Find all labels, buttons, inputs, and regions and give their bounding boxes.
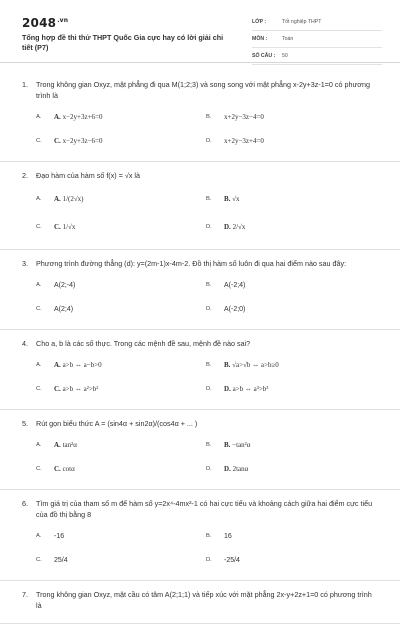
option-a[interactable]: A. A. x−2y+3z+6=0 bbox=[36, 113, 103, 121]
question-number: 3. bbox=[22, 259, 28, 268]
option-d[interactable]: D. -25/4 bbox=[206, 556, 240, 564]
site-logo[interactable]: $2048^{.vn}$ bbox=[22, 16, 69, 30]
meta-subject-row bbox=[252, 31, 382, 48]
option-c[interactable]: C. C. a>b ⇔ a²>b² bbox=[36, 385, 99, 393]
option-b[interactable]: B. A(-2;4) bbox=[206, 281, 246, 289]
question-number: 4. bbox=[22, 339, 28, 348]
question-text: Tìm giá trị của tham số m để hàm số y=2x⁴-4mx²-1 có hai cực tiểu và khoảng cách giữa hai điểm cực tiểu của đồ thị bằng 8 bbox=[36, 499, 373, 519]
option-b[interactable]: B. x+2y−3z−4=0 bbox=[206, 113, 264, 121]
question-text: Trong không gian Oxyz, mặt cầu có tâm A(2;1;1) và tiếp xúc với mặt phẳng 2x-y+2z+1=0 có phương trình là bbox=[36, 590, 372, 610]
question-number: 1. bbox=[22, 80, 28, 89]
exam-header bbox=[0, 0, 400, 63]
meta-count-label: SỐ CÂU : bbox=[252, 53, 276, 59]
meta-class-label: LỚP : bbox=[252, 19, 267, 25]
exam-meta bbox=[252, 14, 382, 65]
option-d[interactable]: D. D. 2tanα bbox=[206, 465, 249, 473]
option-a[interactable]: A. A. tan²α bbox=[36, 441, 77, 449]
question-number: 6. bbox=[22, 499, 28, 508]
question-4 bbox=[0, 330, 400, 410]
question-2 bbox=[0, 162, 400, 250]
option-c[interactable]: C. C. 1/√x bbox=[36, 223, 76, 231]
meta-subject-value: Toán bbox=[282, 36, 294, 42]
option-b[interactable]: B. 16 bbox=[206, 532, 232, 540]
exam-title: Tổng hợp đề thi thử THPT Quốc Gia cực hay có lời giải chi tiết (P7) bbox=[22, 33, 224, 52]
option-d[interactable]: D. A(-2;0) bbox=[206, 305, 246, 313]
option-d[interactable]: D. D. a>b ⇔ a³>b³ bbox=[206, 385, 269, 393]
question-6 bbox=[0, 490, 400, 581]
question-5 bbox=[0, 410, 400, 490]
option-c[interactable]: C. C. cotα bbox=[36, 465, 75, 473]
option-d[interactable]: D. D. 2/√x bbox=[206, 223, 246, 231]
meta-count-row bbox=[252, 48, 382, 65]
question-text: Trong không gian Oxyz, mặt phẳng đi qua M(1;2;3) và song song với mặt phẳng x-2y+3z-1=0 có phương trình là bbox=[36, 80, 371, 100]
meta-class-value: Tốt nghiệp THPT bbox=[282, 19, 322, 25]
option-c[interactable]: C. A(2;4) bbox=[36, 305, 74, 313]
question-list bbox=[0, 71, 400, 624]
option-c[interactable]: C. C. x−2y+3z−6=0 bbox=[36, 137, 103, 145]
question-text: Cho a, b là các số thực. Trong các mệnh đề sau, mệnh đề nào sai? bbox=[36, 339, 251, 348]
option-b[interactable]: B. B. √a>√b ⇔ a>b≥0 bbox=[206, 361, 279, 369]
question-number: 5. bbox=[22, 419, 28, 428]
question-text: Đạo hàm của hàm số f(x) = √x là bbox=[36, 171, 141, 180]
option-c[interactable]: C. 25/4 bbox=[36, 556, 68, 564]
question-7 bbox=[0, 581, 400, 624]
question-number: 2. bbox=[22, 171, 28, 180]
option-a[interactable]: A. A. a>b ⇔ a−b>0 bbox=[36, 361, 102, 369]
option-b[interactable]: B. B. √x bbox=[206, 195, 240, 203]
meta-subject-label: MÔN : bbox=[252, 36, 268, 42]
option-a[interactable]: A. -16 bbox=[36, 532, 65, 540]
question-1 bbox=[0, 71, 400, 162]
question-3 bbox=[0, 250, 400, 330]
question-text: Rút gọn biểu thức A = (sin4α + sin2α)/(cos4α + ... ) bbox=[36, 419, 198, 428]
meta-count-value: 50 bbox=[282, 53, 288, 59]
option-a[interactable]: A. A(2;-4) bbox=[36, 281, 76, 289]
question-number: 7. bbox=[22, 590, 28, 599]
option-a[interactable]: A. A. 1/(2√x) bbox=[36, 195, 84, 203]
option-d[interactable]: D. x+2y−3z+4=0 bbox=[206, 137, 264, 145]
meta-class-row bbox=[252, 14, 382, 31]
question-text: Phương trình đường thẳng (d): y=(2m-1)x-4m-2. Đồ thị hàm số luôn đi qua hai điểm nào sau đây: bbox=[36, 259, 347, 268]
option-b[interactable]: B. B. −tan²α bbox=[206, 441, 251, 449]
